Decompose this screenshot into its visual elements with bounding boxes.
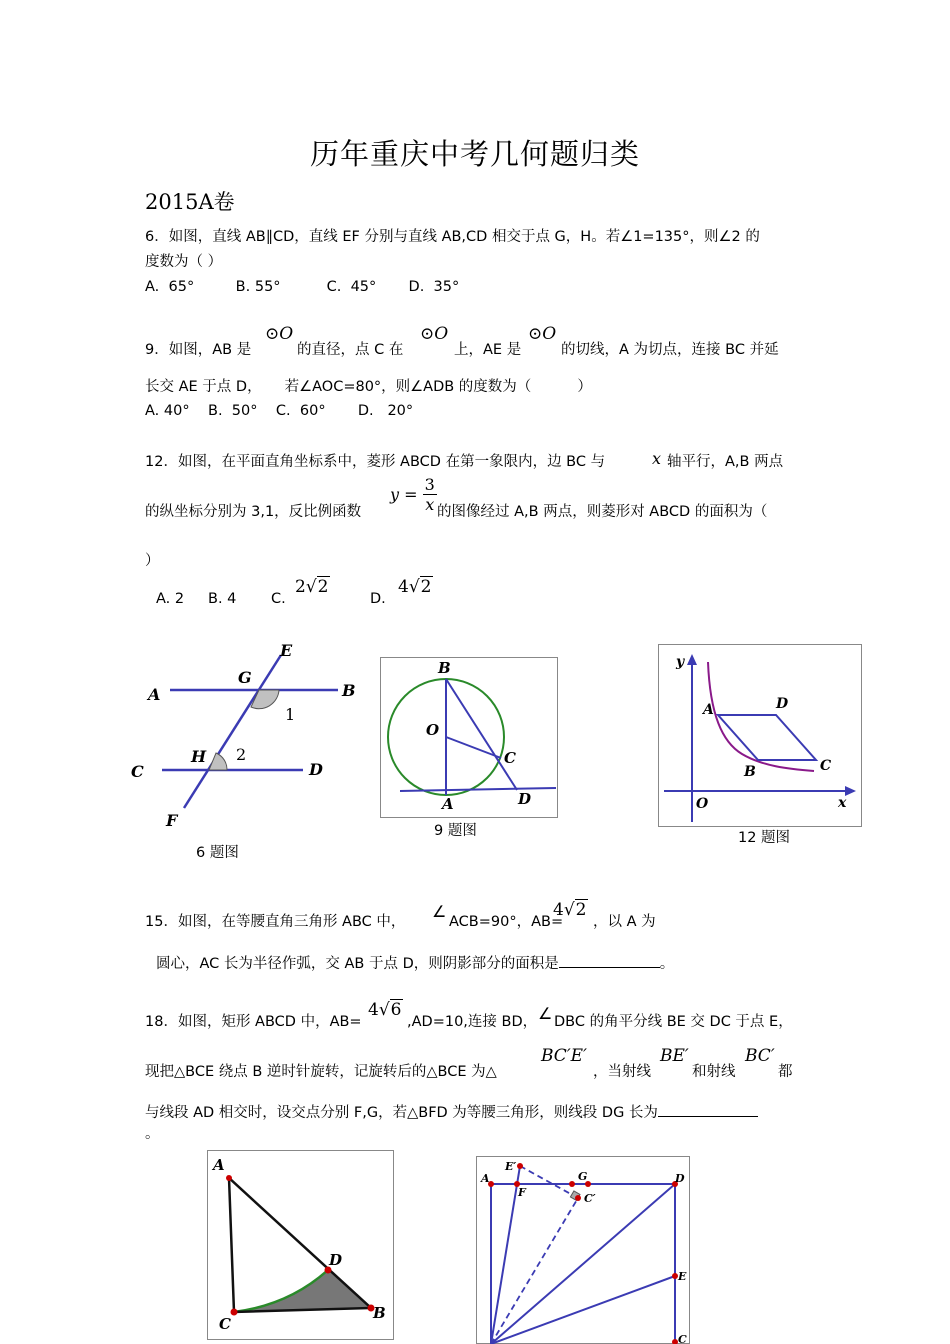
q18-line2-c: 和射线 — [692, 1064, 736, 1080]
q12-option-d-value: 4√2 — [398, 577, 432, 597]
figure-6 — [128, 638, 368, 833]
q18-ab-coef: 4 — [368, 1000, 379, 1020]
label-c: C — [131, 762, 144, 781]
q18-line3 — [145, 1102, 758, 1121]
q9-text-3: 上，AE 是 — [454, 342, 522, 358]
q18-angle-symbol: ∠ — [538, 1004, 553, 1023]
angle-2-mark — [209, 753, 227, 770]
q9-text-4: 的切线，A 为切点，连接 BC 并延 — [561, 342, 779, 358]
label-a: A — [442, 795, 454, 813]
q18-answer-blank[interactable] — [658, 1102, 758, 1117]
q15-text-1: 15．如图，在等腰直角三角形 ABC 中， — [145, 914, 406, 930]
label-g: G — [578, 1170, 588, 1183]
label-a: A — [148, 685, 161, 704]
q15-line2 — [156, 953, 674, 972]
q6-line1: 6．如图，直线 AB∥CD，直线 EF 分别与直线 AB,CD 相交于点 G，H。若∠1=135°，则∠2 的 — [145, 229, 760, 245]
q18-line4: 。 — [145, 1126, 160, 1142]
q12-text-2: 轴平行，A,B 两点 — [667, 454, 784, 470]
caption-6: 6 题图 — [196, 845, 239, 861]
q9-options: A. 40° B. 50° C. 60° D. 20° — [145, 403, 414, 419]
section-heading: 2015A卷 — [145, 190, 235, 214]
q18-line2-d: 都 — [778, 1064, 793, 1080]
label-c: C — [820, 758, 832, 774]
label-d: D — [675, 1172, 685, 1185]
q15-text-3: ，以 A 为 — [593, 914, 656, 930]
q18-text-2: ,AD=10,连接 BD， — [407, 1014, 538, 1030]
label-c: C — [219, 1315, 231, 1333]
q18-line2-a: 现把△BCE 绕点 B 逆时针旋转，记旋转后的△BCE 为△ — [145, 1064, 497, 1080]
q6-options: A. 65° B. 55° C. 45° D. 35° — [145, 279, 460, 295]
q9-circle-symbol-3: ⊙O — [528, 324, 557, 344]
label-d: D — [518, 790, 532, 808]
q12-x-symbol: x — [652, 449, 662, 468]
angle-1-mark — [251, 690, 279, 709]
page-title: 历年重庆中考几何题归类 — [309, 137, 640, 171]
q12-function-denominator: x — [425, 495, 435, 514]
q12-option-b: B. 4 — [208, 591, 237, 607]
label-f: F — [518, 1186, 526, 1199]
q12-text-1: 12．如图，在平面直角坐标系中，菱形 ABCD 在第一象限内，边 BC 与 — [145, 454, 606, 470]
q18-ray-1: BE′ — [660, 1046, 689, 1066]
label-a: A — [703, 702, 714, 718]
label-angle-2: 2 — [236, 745, 247, 764]
q18-ab-value: 4√6 — [368, 1000, 402, 1020]
q12-option-c-value: 2√2 — [295, 577, 329, 597]
q18-text-1: 18．如图，矩形 ABCD 中，AB= — [145, 1014, 362, 1030]
label-o: O — [426, 721, 440, 739]
label-e1: E′ — [505, 1160, 517, 1173]
label-d: D — [776, 696, 789, 712]
label-d: D — [309, 760, 323, 779]
q12-option-c: C. — [271, 591, 286, 607]
q6-line2: 度数为（ ） — [145, 254, 223, 270]
label-b: B — [744, 764, 756, 780]
caption-9: 9 题图 — [434, 823, 477, 839]
q15-answer-blank[interactable] — [559, 953, 660, 968]
figure-18 — [476, 1156, 690, 1344]
q18-triangle-name: BC′E′ — [541, 1046, 587, 1066]
point-c1 — [575, 1195, 581, 1201]
label-b: B — [373, 1304, 386, 1322]
label-y: y — [676, 654, 685, 670]
q12-option-d: D. — [370, 591, 386, 607]
q15-ab-coef: 4 — [553, 900, 564, 920]
q12-function-numerator: 3 — [424, 475, 435, 494]
label-o: O — [696, 796, 709, 812]
label-e: E — [678, 1270, 687, 1283]
q18-line2-b: ，当射线 — [593, 1064, 651, 1080]
label-c: C — [504, 749, 516, 767]
label-a: A — [213, 1156, 225, 1174]
figure-12 — [658, 644, 862, 827]
q12-line3: ） — [145, 553, 160, 569]
q15-line2-text: 圆心，AC 长为半径作弧，交 AB 于点 D，则阴影部分的面积是 — [156, 956, 559, 972]
point-c — [231, 1309, 238, 1316]
label-b: B — [438, 659, 451, 677]
q12-text-3: 的纵坐标分别为 3,1，反比例函数 — [145, 504, 362, 520]
q12-option-a: A. 2 — [156, 591, 185, 607]
q12-option-d-radicand: 2 — [420, 577, 432, 597]
line-ef — [184, 655, 281, 808]
q12-option-c-coef: 2 — [295, 577, 306, 597]
point-g — [569, 1181, 575, 1187]
q18-text-3: DBC 的角平分线 BE 交 DC 于点 E， — [554, 1014, 793, 1030]
q9-text-1: 9．如图，AB 是 — [145, 342, 252, 358]
q12-function-lhs: y = — [390, 485, 418, 504]
label-h: H — [191, 747, 207, 766]
label-c: C — [678, 1333, 687, 1344]
label-a: A — [481, 1172, 490, 1185]
point-a — [226, 1175, 232, 1181]
q18-line3-text: 与线段 AD 相交时，设交点分别 F,G，若△BFD 为等腰三角形，则线段 DG 长为 — [145, 1105, 658, 1121]
label-g: G — [238, 668, 252, 687]
label-e: E — [280, 641, 293, 660]
point-e1 — [517, 1163, 523, 1169]
q15-ab-radicand: 2 — [575, 900, 587, 920]
q9-circle-symbol-2: ⊙O — [420, 324, 449, 344]
q12-option-c-radicand: 2 — [317, 577, 329, 597]
label-f: F — [166, 811, 178, 830]
q9-text-2: 的直径，点 C 在 — [297, 342, 404, 358]
q12-function-fraction — [423, 475, 437, 514]
q15-angle-symbol: ∠ — [432, 902, 447, 921]
q15-line2-end: 。 — [659, 956, 675, 972]
q12-option-d-coef: 4 — [398, 577, 409, 597]
q15-ab-value: 4√2 — [553, 900, 587, 920]
label-c1: C′ — [584, 1192, 596, 1205]
label-b: B — [342, 681, 356, 700]
label-angle-1: 1 — [285, 705, 296, 724]
label-x: x — [838, 795, 847, 811]
q12-function — [390, 475, 437, 514]
figure-15 — [207, 1150, 394, 1340]
label-d: D — [329, 1251, 343, 1269]
q15-text-2: ACB=90°，AB= — [449, 914, 564, 930]
q9-line2: 长交 AE 于点 D， 若∠AOC=80°，则∠ADB 的度数为（ ） — [145, 379, 592, 395]
q18-ab-radicand: 6 — [390, 1000, 402, 1020]
q9-circle-symbol-1: ⊙O — [265, 324, 294, 344]
figure-12-frame — [659, 645, 862, 827]
q18-ray-2: BC′ — [745, 1046, 775, 1066]
caption-12: 12 题图 — [738, 830, 791, 846]
q12-text-4: 的图像经过 A,B 两点，则菱形对 ABCD 的面积为（ — [437, 504, 768, 520]
figure-9 — [380, 657, 558, 818]
